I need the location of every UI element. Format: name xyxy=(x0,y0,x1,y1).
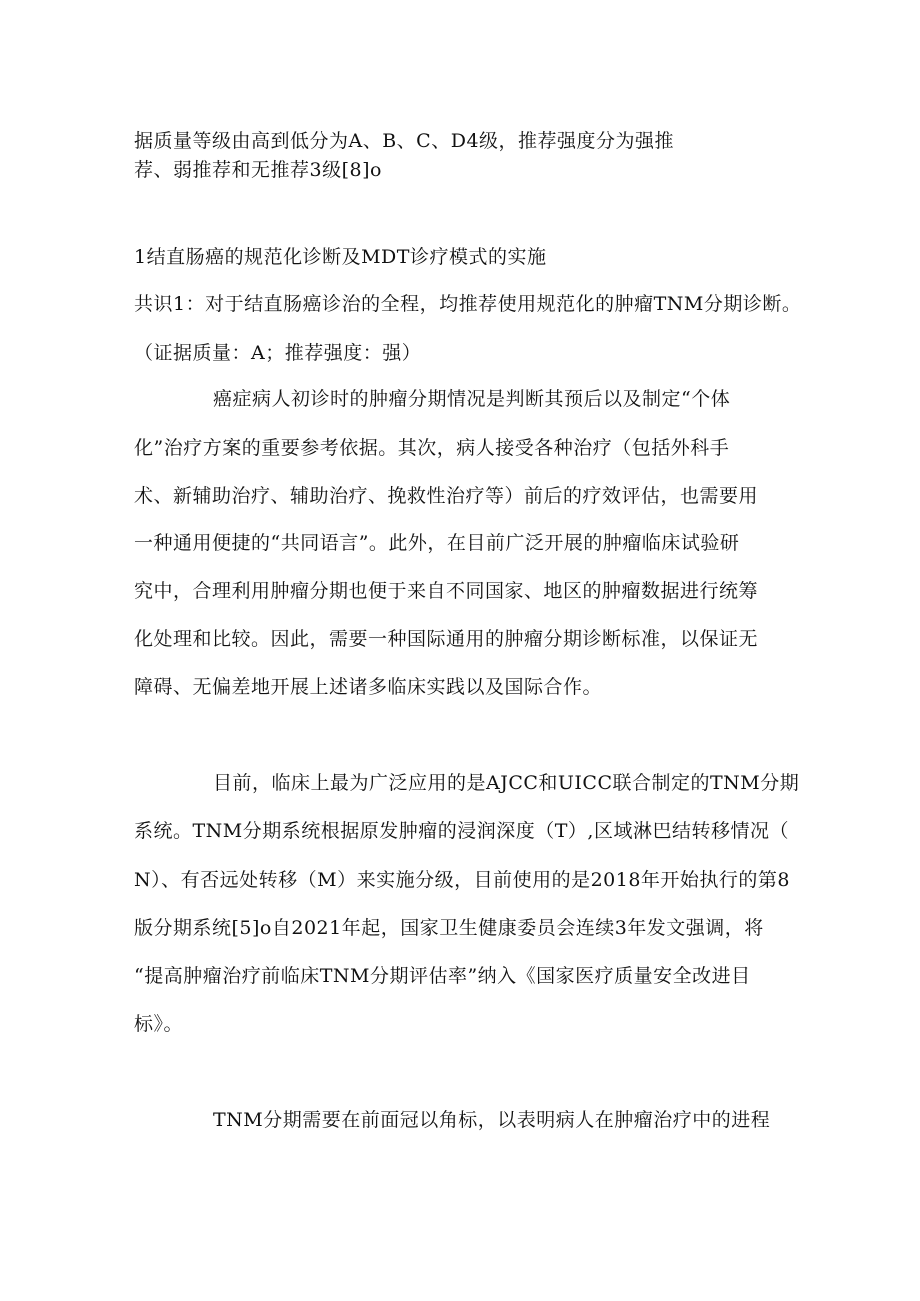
text-line: 荐、弱推荐和无推荐3级[8]o xyxy=(134,159,382,181)
text-line: 障碍、无偏差地开展上述诸多临床实践以及国际合作。 xyxy=(134,676,603,698)
text-line: （证据质量：A；推荐强度：强） xyxy=(134,342,422,364)
text-line: 系统。TNM分期系统根据原发肿瘤的浸润深度（T）,区域淋巴结转移情况（ xyxy=(134,820,789,842)
text-line: N）、有否远处转移（M）来实施分级，目前使用的是2018年开始执行的第8 xyxy=(134,869,791,891)
section-heading: 1结直肠癌的规范化诊断及MDT诊疗模式的实施 xyxy=(134,246,547,268)
text-line: 版分期系统[5]o自2021年起，国家卫生健康委员会连续3年发文强调，将 xyxy=(134,917,764,939)
text-line: 标》。 xyxy=(134,1013,184,1035)
text-line: 目前，临床上最为广泛应用的是AJCC和UICC联合制定的TNM分期 xyxy=(213,772,800,794)
text-line: 癌症病人初诊时的肿瘤分期情况是判断其预后以及制定“个体 xyxy=(213,388,731,410)
text-line: 一种通用便捷的“共同语言”。此外，在目前广泛开展的肿瘤临床试验研 xyxy=(134,532,740,554)
text-line: “提高肿瘤治疗前临床TNM分期评估率”纳入《国家医疗质量安全改进目 xyxy=(134,965,751,987)
text-line: 化处理和比较。因此，需要一种国际通用的肿瘤分期诊断标准，以保证无 xyxy=(134,628,759,650)
text-line: 化”治疗方案的重要参考依据。其次，病人接受各种治疗（包括外科手 xyxy=(134,437,730,459)
text-line: 共识1：对于结直肠癌诊治的全程，均推荐使用规范化的肿瘤TNM分期诊断。 xyxy=(134,293,802,315)
body-paragraph-start: TNM分期需要在前面冠以角标，以表明病人在肿瘤治疗中的进程 xyxy=(213,1109,771,1131)
text-line: 术、新辅助治疗、辅助治疗、挽救性治疗等）前后的疗效评估，也需要用 xyxy=(134,485,759,507)
text-line: 究中，合理利用肿瘤分期也便于来自不同国家、地区的肿瘤数据进行统筹 xyxy=(134,580,759,602)
text-line: 据质量等级由高到低分为A、B、C、D4级，推荐强度分为强推 xyxy=(134,130,675,152)
